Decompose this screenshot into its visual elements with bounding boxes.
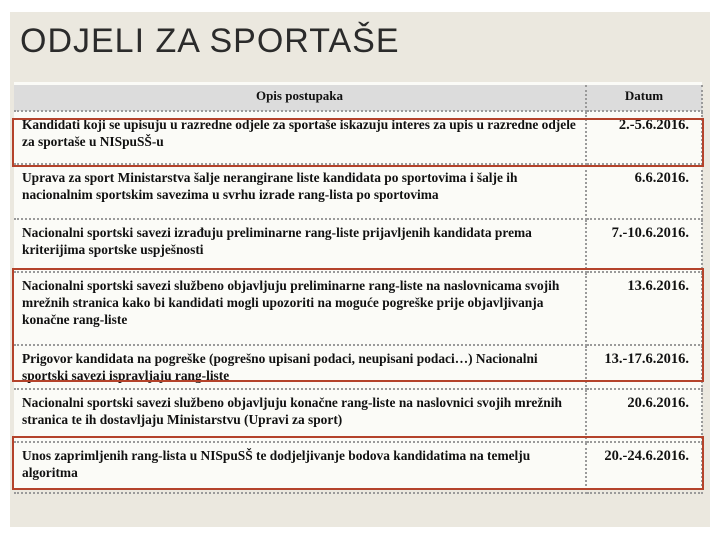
- row-description: Nacionalni sportski savezi službeno objavljuju konačne rang-liste na naslovnici svojih mrežnih stranica te ih dostavljaju Ministarstvu (Upravi za sport): [14, 389, 586, 442]
- row-date: 2.-5.6.2016.: [586, 111, 702, 164]
- table-header-row: [14, 85, 702, 111]
- table-row: [14, 164, 702, 219]
- row-date: 6.6.2016.: [586, 164, 702, 219]
- row-description: Prigovor kandidata na pogreške (pogrešno upisani podaci, neupisani podaci…) Nacionalni sportski savezi ispravljaju rang-liste: [14, 345, 586, 389]
- row-date: 13.6.2016.: [586, 272, 702, 345]
- table-row: [14, 219, 702, 272]
- row-date: 13.-17.6.2016.: [586, 345, 702, 389]
- highlight-box-row-7: [12, 436, 704, 490]
- highlight-box-row-1: [12, 118, 704, 167]
- row-description: Nacionalni sportski savezi službeno objavljuju preliminarne rang-liste na naslovnicama svojih mrežnih stranica kako bi kandidati mogli upozoriti na moguće pogreške prije objavljivanja konačne rang-liste: [14, 272, 586, 345]
- row-description: Nacionalni sportski savezi izrađuju preliminarne rang-liste prijavljenih kandidata prema kriterijima sportske uspješnosti: [14, 219, 586, 272]
- row-description: Kandidati koji se upisuju u razredne odjele za sportaše iskazuju interes za upis u razredne odjele za sportaše u NISpuSŠ-u: [14, 111, 586, 164]
- row-date: 20.-24.6.2016.: [586, 442, 702, 493]
- header-date: Datum: [586, 85, 702, 111]
- row-date: 7.-10.6.2016.: [586, 219, 702, 272]
- highlight-box-rows-4-5: [12, 268, 704, 382]
- table-row: [14, 389, 702, 442]
- slide-title: ODJELI ZA SPORTAŠE: [20, 22, 400, 60]
- row-date: 20.6.2016.: [586, 389, 702, 442]
- row-description: Unos zaprimljenih rang-lista u NISpuSŠ te dodjeljivanje bodova kandidatima na temelju algoritma: [14, 442, 586, 493]
- header-description: Opis postupaka: [14, 85, 586, 111]
- row-description: Uprava za sport Ministarstva šalje nerangirane liste kandidata po sportovima i šalje ih nacionalnim sportskim savezima u svrhu izrade rang-lista po sportovima: [14, 164, 586, 219]
